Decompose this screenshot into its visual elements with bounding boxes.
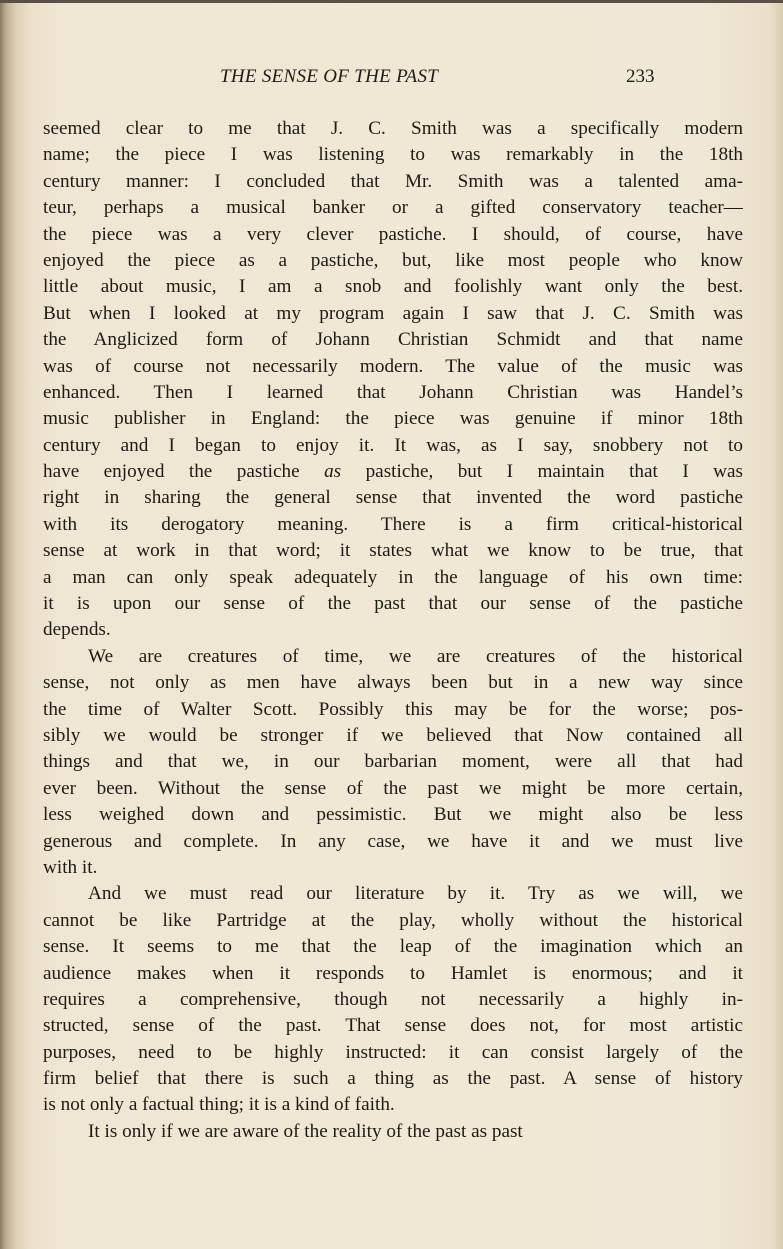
page-body: [43, 116, 743, 1145]
text-line: was of course not necessarily modern. The value of the music was: [43, 355, 743, 377]
text-line: depends.: [43, 619, 111, 641]
text-line: firm belief that there is such a thing as the past. A sense of history: [43, 1068, 743, 1090]
text-line: the piece was a very clever pastiche. I should, of course, have: [43, 223, 743, 245]
text-line: music publisher in England: the piece was genuine if minor 18th: [43, 408, 743, 430]
text-line: the time of Walter Scott. Possibly this may be for the worse; pos-: [43, 698, 743, 720]
text-line: It is only if we are aware of the reality of the past as past: [88, 1120, 523, 1142]
text-line: purposes, need to be highly instructed: it can consist largely of the: [43, 1041, 743, 1063]
text-line: sense at work in that word; it states what we know to be true, that: [43, 540, 743, 562]
text-line: with it.: [43, 856, 98, 878]
text-line: have enjoyed the pastiche as pastiche, but I maintain that I was: [43, 461, 743, 483]
paragraph: [43, 1119, 743, 1145]
paragraph: [43, 881, 743, 1119]
text-line: it is upon our sense of the past that our sense of the pastiche: [43, 593, 743, 615]
text-line: enhanced. Then I learned that Johann Christian was Handel’s: [43, 381, 743, 403]
running-header: [0, 66, 783, 96]
text-line: little about music, I am a snob and foolishly want only the best.: [43, 276, 743, 298]
text-line: sense. It seems to me that the leap of the imagination which an: [43, 936, 743, 958]
text-line: sibly we would be stronger if we believed that Now contained all: [43, 724, 743, 746]
text-line: We are creatures of time, we are creatures of the historical: [88, 645, 743, 667]
text-line: the Anglicized form of Johann Christian Schmidt and that name: [43, 329, 743, 351]
running-title: THE SENSE OF THE PAST: [220, 66, 439, 87]
emphasis: as: [324, 461, 342, 483]
text-line: things and that we, in our barbarian moment, were all that had: [43, 751, 743, 773]
text-line: generous and complete. In any case, we have it and we must live: [43, 830, 743, 852]
text-line: seemed clear to me that J. C. Smith was a specifically modern: [43, 118, 743, 139]
paragraph: [43, 116, 743, 644]
text-line: a man can only speak adequately in the language of his own time:: [43, 566, 743, 588]
text-line: requires a comprehensive, though not necessarily a highly in-: [43, 988, 743, 1010]
text-line: teur, perhaps a musical banker or a gifted conservatory teacher—: [43, 197, 743, 219]
text-line: enjoyed the piece as a pastiche, but, like most people who know: [43, 249, 743, 271]
text-line: ever been. Without the sense of the past we might be more certain,: [43, 777, 743, 799]
text-line: And we must read our literature by it. Try as we will, we: [88, 883, 743, 905]
text-line: name; the piece I was listening to was remarkably in the 18th: [43, 144, 743, 166]
text-line: right in sharing the general sense that invented the word pastiche: [43, 487, 743, 509]
text-line: with its derogatory meaning. There is a firm critical-historical: [43, 513, 743, 535]
text-line: structed, sense of the past. That sense does not, for most artistic: [43, 1015, 743, 1037]
page-number: 233: [626, 66, 655, 87]
text-line: sense, not only as men have always been but in a new way since: [43, 672, 743, 694]
text-line: But when I looked at my program again I saw that J. C. Smith was: [43, 302, 743, 324]
text-line: is not only a factual thing; it is a kind of faith.: [43, 1094, 395, 1116]
page-top-edge: [0, 0, 783, 3]
paragraph: [43, 644, 743, 882]
text-line: century manner: I concluded that Mr. Smith was a talented ama-: [43, 170, 743, 192]
text-line: century and I began to enjoy it. It was, as I say, snobbery not to: [43, 434, 743, 456]
text-line: cannot be like Partridge at the play, wholly without the historical: [43, 909, 743, 931]
text-line: less weighed down and pessimistic. But we might also be less: [43, 804, 743, 826]
text-line: audience makes when it responds to Hamlet is enormous; and it: [43, 962, 743, 984]
